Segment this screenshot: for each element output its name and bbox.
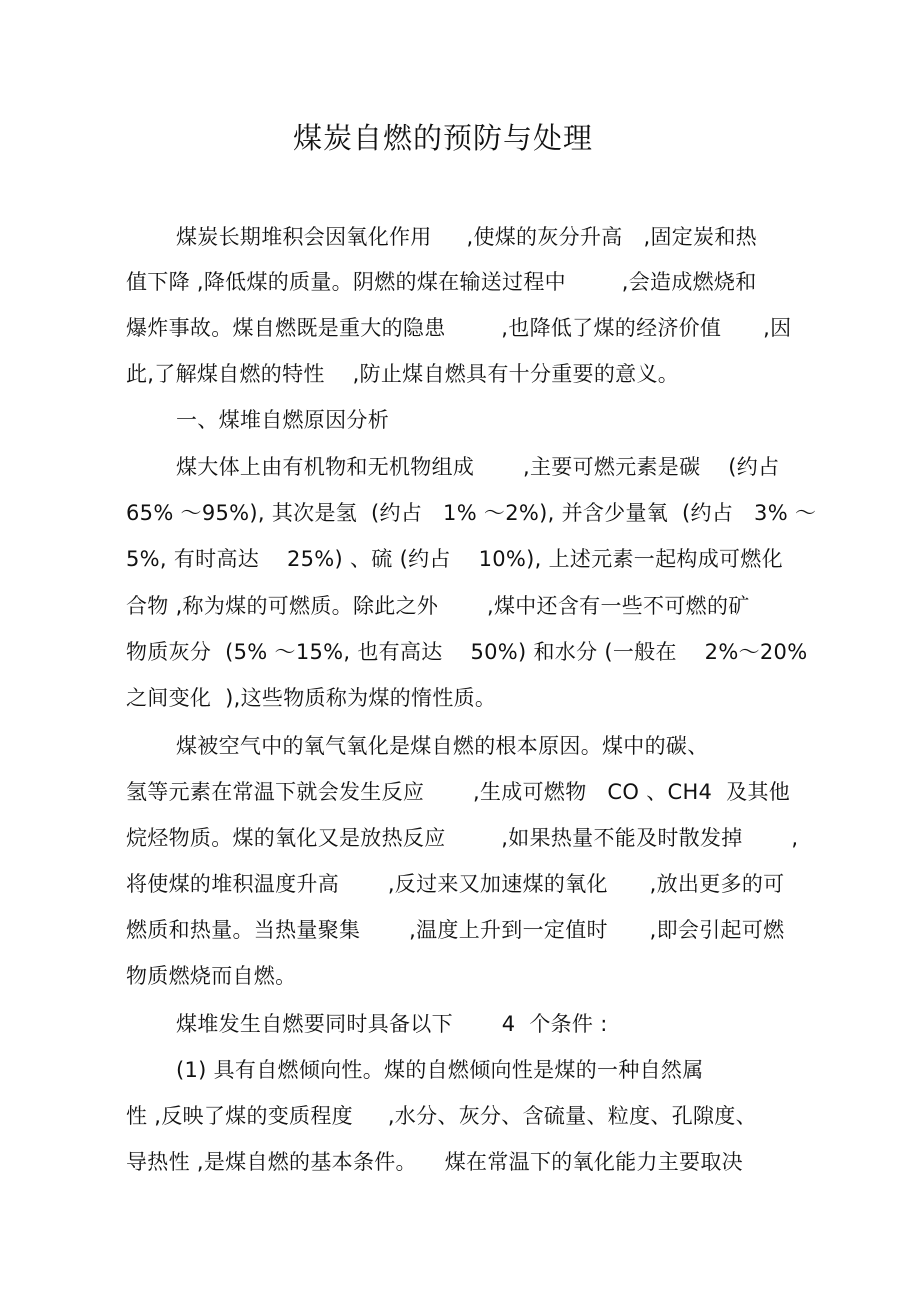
paragraph-line: 煤堆发生自燃要同时具备以下 4 个条件 : (176, 1012, 608, 1036)
paragraph-line: 烷烃物质。煤的氧化又是放热反应 ,如果热量不能及时散发掉 , (126, 826, 799, 850)
paragraph-line: 燃质和热量。当热量聚集 ,温度上升到一定值时 ,即会引起可燃 (126, 918, 785, 942)
paragraph-line: 导热性 ,是煤自燃的基本条件。 煤在常温下的氧化能力主要取决 (126, 1150, 743, 1174)
paragraph-line: 将使煤的堆积温度升高 ,反过来又加速煤的氧化 ,放出更多的可 (126, 872, 785, 896)
paragraph-line: 氢等元素在常温下就会发生反应 ,生成可燃物 CO 、CH4 及其他 (126, 780, 791, 804)
paragraph-line: 值下降 ,降低煤的质量。阴燃的煤在输送过程中 ,会造成燃烧和 (126, 270, 757, 294)
paragraph-line: 合物 ,称为煤的可燃质。除此之外 ,煤中还含有一些不可燃的矿 (126, 594, 750, 618)
paragraph-line: 此,了解煤自燃的特性 ,防止煤自燃具有十分重要的意义。 (126, 362, 680, 386)
paragraph-line: 65% ～95%), 其次是氢 (约占 1% ～2%), 并含少量氧 (约占 3% ～ (126, 501, 817, 525)
paragraph-line: 物质灰分 (5% ～15%, 也有高达 50%) 和水分 (一般在 2%～20% (126, 640, 808, 664)
paragraph-line: 之间变化 ),这些物质称为煤的惰性质。 (126, 686, 497, 710)
paragraph-line: 5%, 有时高达 25%) 、硫 (约占 10%), 上述元素一起构成可燃化 (126, 547, 783, 571)
paragraph-line: 爆炸事故。煤自燃既是重大的隐患 ,也降低了煤的经济价值 ,因 (126, 316, 792, 340)
paragraph-line: 物质燃烧而自燃。 (126, 964, 297, 988)
paragraph-line: 性 ,反映了煤的变质程度 ,水分、灰分、含硫量、粒度、孔隙度、 (126, 1104, 757, 1128)
paragraph-line: 煤炭长期堆积会因氧化作用 ,使煤的灰分升高 ,固定炭和热 (176, 225, 757, 249)
list-item-line: (1) 具有自燃倾向性。煤的自燃倾向性是煤的一种自然属 (176, 1058, 704, 1082)
paragraph-line: 煤被空气中的氧气氧化是煤自燃的根本原因。煤中的碳、 (176, 734, 709, 758)
paragraph-line: 煤大体上由有机物和无机物组成 ,主要可燃元素是碳 (约占 (176, 455, 780, 479)
document-title: 煤炭自燃的预防与处理 (292, 121, 593, 155)
section-heading: 一、煤堆自燃原因分析 (176, 408, 389, 432)
